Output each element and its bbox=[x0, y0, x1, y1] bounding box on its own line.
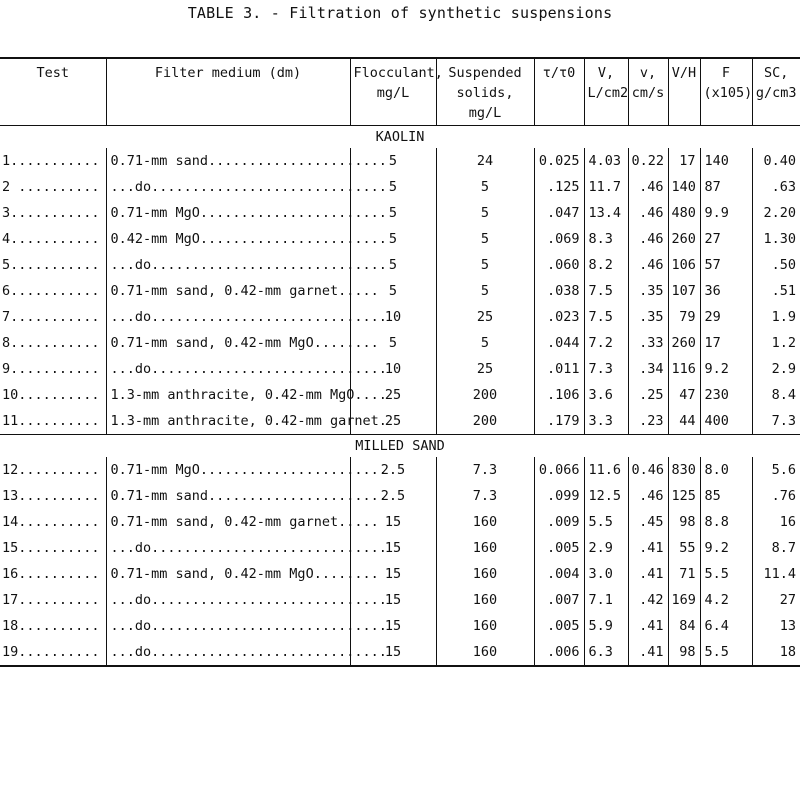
table-row bbox=[0, 148, 800, 174]
suspended-solids-cell: 7.3 bbox=[436, 457, 534, 483]
table-row bbox=[0, 304, 800, 330]
volume-cell: 8.2 bbox=[584, 252, 628, 278]
medium-cell: 0.71-mm sand...................... bbox=[106, 148, 350, 174]
volume-cell: 7.5 bbox=[584, 304, 628, 330]
vh-cell: 71 bbox=[668, 561, 700, 587]
vh-cell: 98 bbox=[668, 639, 700, 666]
volume-cell: 7.2 bbox=[584, 330, 628, 356]
suspended-solids-cell: 7.3 bbox=[436, 483, 534, 509]
col-header-velocity bbox=[628, 58, 668, 126]
tau-ratio-cell: .011 bbox=[534, 356, 584, 382]
medium-cell: 0.71-mm sand, 0.42-mm MgO........ bbox=[106, 330, 350, 356]
test-cell: 9........... bbox=[2, 361, 100, 377]
flocculant-cell: 10 bbox=[350, 356, 436, 382]
velocity-cell: .41 bbox=[628, 535, 668, 561]
tau-ratio-cell: .106 bbox=[534, 382, 584, 408]
vh-cell: 107 bbox=[668, 278, 700, 304]
sc-cell: 18 bbox=[752, 639, 800, 666]
medium-cell: 0.71-mm sand, 0.42-mm garnet..... bbox=[106, 278, 350, 304]
medium-cell: 1.3-mm anthracite, 0.42-mm garnet. bbox=[106, 408, 350, 435]
vh-cell: 169 bbox=[668, 587, 700, 613]
suspended-solids-cell: 160 bbox=[436, 639, 534, 666]
test-cell: 5........... bbox=[2, 257, 100, 273]
flocculant-cell: 25 bbox=[350, 382, 436, 408]
suspended-solids-cell: 5 bbox=[436, 174, 534, 200]
header-volume-label: V, L/cm2 bbox=[587, 65, 629, 101]
medium-cell: ...do............................. bbox=[106, 356, 350, 382]
header-vh-label: V/H bbox=[671, 65, 697, 81]
f-cell: 5.5 bbox=[700, 639, 752, 666]
volume-cell: 11.6 bbox=[584, 457, 628, 483]
f-cell: 8.0 bbox=[700, 457, 752, 483]
tau-ratio-cell: .060 bbox=[534, 252, 584, 278]
velocity-cell: .33 bbox=[628, 330, 668, 356]
f-cell: 230 bbox=[700, 382, 752, 408]
vh-cell: 116 bbox=[668, 356, 700, 382]
test-cell: 18.......... bbox=[2, 618, 100, 634]
header-tau-label: τ/τ0 bbox=[542, 65, 576, 81]
header-medium-label: Filter medium (dm) bbox=[154, 65, 302, 81]
volume-cell: 2.9 bbox=[584, 535, 628, 561]
f-cell: 85 bbox=[700, 483, 752, 509]
tau-ratio-cell: .125 bbox=[534, 174, 584, 200]
sc-cell: .63 bbox=[752, 174, 800, 200]
header-row bbox=[0, 58, 800, 126]
suspended-solids-cell: 160 bbox=[436, 587, 534, 613]
suspended-solids-cell: 5 bbox=[436, 278, 534, 304]
suspended-solids-cell: 160 bbox=[436, 535, 534, 561]
sc-cell: 1.2 bbox=[752, 330, 800, 356]
test-cell: 13.......... bbox=[2, 488, 100, 504]
medium-cell: ...do............................. bbox=[106, 639, 350, 666]
vh-cell: 55 bbox=[668, 535, 700, 561]
velocity-cell: .46 bbox=[628, 200, 668, 226]
flocculant-cell: 15 bbox=[350, 639, 436, 666]
flocculant-cell: 15 bbox=[350, 509, 436, 535]
volume-cell: 3.3 bbox=[584, 408, 628, 435]
tau-ratio-cell: .179 bbox=[534, 408, 584, 435]
vh-cell: 84 bbox=[668, 613, 700, 639]
header-velocity-label: v, cm/s bbox=[631, 65, 665, 101]
test-cell: 2 .......... bbox=[2, 179, 100, 195]
volume-cell: 7.5 bbox=[584, 278, 628, 304]
table-row bbox=[0, 639, 800, 666]
sc-cell: 7.3 bbox=[752, 408, 800, 435]
velocity-cell: .46 bbox=[628, 174, 668, 200]
medium-cell: ...do............................. bbox=[106, 535, 350, 561]
sc-cell: 16 bbox=[752, 509, 800, 535]
flocculant-cell: 15 bbox=[350, 587, 436, 613]
table-row bbox=[0, 278, 800, 304]
table-title: TABLE 3. - Filtration of synthetic suspensions bbox=[187, 4, 613, 22]
medium-cell: 0.71-mm MgO....................... bbox=[106, 200, 350, 226]
tau-ratio-cell: .005 bbox=[534, 535, 584, 561]
col-header-tau-ratio bbox=[534, 58, 584, 126]
f-cell: 29 bbox=[700, 304, 752, 330]
velocity-cell: .35 bbox=[628, 304, 668, 330]
table-row bbox=[0, 613, 800, 639]
header-test-label: Test bbox=[36, 65, 69, 81]
sc-cell: 1.9 bbox=[752, 304, 800, 330]
test-cell: 6........... bbox=[2, 283, 100, 299]
volume-cell: 5.9 bbox=[584, 613, 628, 639]
suspended-solids-cell: 160 bbox=[436, 613, 534, 639]
velocity-cell: .46 bbox=[628, 252, 668, 278]
volume-cell: 8.3 bbox=[584, 226, 628, 252]
velocity-cell: .35 bbox=[628, 278, 668, 304]
tau-ratio-cell: .006 bbox=[534, 639, 584, 666]
suspended-solids-cell: 160 bbox=[436, 561, 534, 587]
sc-cell: 11.4 bbox=[752, 561, 800, 587]
table-body bbox=[0, 126, 800, 667]
tau-ratio-cell: .007 bbox=[534, 587, 584, 613]
f-cell: 4.2 bbox=[700, 587, 752, 613]
test-cell: 17.......... bbox=[2, 592, 100, 608]
flocculant-cell: 2.5 bbox=[350, 457, 436, 483]
velocity-cell: 0.46 bbox=[628, 457, 668, 483]
medium-cell: 0.71-mm sand...................... bbox=[106, 483, 350, 509]
f-cell: 27 bbox=[700, 226, 752, 252]
velocity-cell: .41 bbox=[628, 613, 668, 639]
header-sc-label: SC, g/cm3 bbox=[755, 65, 797, 101]
velocity-cell: .46 bbox=[628, 483, 668, 509]
velocity-cell: .46 bbox=[628, 226, 668, 252]
suspended-solids-cell: 24 bbox=[436, 148, 534, 174]
test-cell: 4........... bbox=[2, 231, 100, 247]
volume-cell: 5.5 bbox=[584, 509, 628, 535]
f-cell: 9.2 bbox=[700, 356, 752, 382]
f-cell: 6.4 bbox=[700, 613, 752, 639]
suspended-solids-cell: 25 bbox=[436, 304, 534, 330]
sc-cell: 13 bbox=[752, 613, 800, 639]
col-header-sc bbox=[752, 58, 800, 126]
test-cell: 16.......... bbox=[2, 566, 100, 582]
vh-cell: 260 bbox=[668, 330, 700, 356]
header-flocculant-label: Flocculant, mg/L bbox=[353, 65, 443, 101]
flocculant-cell: 15 bbox=[350, 613, 436, 639]
vh-cell: 79 bbox=[668, 304, 700, 330]
test-cell: 3........... bbox=[2, 205, 100, 221]
medium-cell: 0.71-mm MgO....................... bbox=[106, 457, 350, 483]
tau-ratio-cell: 0.025 bbox=[534, 148, 584, 174]
velocity-cell: .41 bbox=[628, 639, 668, 666]
volume-cell: 6.3 bbox=[584, 639, 628, 666]
test-cell: 10.......... bbox=[2, 387, 100, 403]
test-cell: 19.......... bbox=[2, 644, 100, 660]
vh-cell: 830 bbox=[668, 457, 700, 483]
suspended-solids-cell: 25 bbox=[436, 356, 534, 382]
medium-cell: ...do............................. bbox=[106, 174, 350, 200]
f-cell: 5.5 bbox=[700, 561, 752, 587]
sc-cell: 2.20 bbox=[752, 200, 800, 226]
table-row bbox=[0, 356, 800, 382]
suspended-solids-cell: 200 bbox=[436, 382, 534, 408]
medium-cell: ...do............................. bbox=[106, 252, 350, 278]
table-row bbox=[0, 408, 800, 435]
table-row bbox=[0, 226, 800, 252]
vh-cell: 17 bbox=[668, 148, 700, 174]
sc-cell: 2.9 bbox=[752, 356, 800, 382]
sc-cell: 27 bbox=[752, 587, 800, 613]
flocculant-cell: 15 bbox=[350, 535, 436, 561]
suspended-solids-cell: 5 bbox=[436, 226, 534, 252]
test-cell: 14.......... bbox=[2, 514, 100, 530]
col-header-volume bbox=[584, 58, 628, 126]
tau-ratio-cell: 0.066 bbox=[534, 457, 584, 483]
f-cell: 36 bbox=[700, 278, 752, 304]
flocculant-cell: 5 bbox=[350, 226, 436, 252]
suspended-solids-cell: 5 bbox=[436, 200, 534, 226]
velocity-cell: .23 bbox=[628, 408, 668, 435]
volume-cell: 3.6 bbox=[584, 382, 628, 408]
vh-cell: 47 bbox=[668, 382, 700, 408]
volume-cell: 4.03 bbox=[584, 148, 628, 174]
sc-cell: 8.7 bbox=[752, 535, 800, 561]
volume-cell: 11.7 bbox=[584, 174, 628, 200]
sc-cell: 0.40 bbox=[752, 148, 800, 174]
table-row bbox=[0, 509, 800, 535]
flocculant-cell: 5 bbox=[350, 330, 436, 356]
f-cell: 9.2 bbox=[700, 535, 752, 561]
medium-cell: ...do............................. bbox=[106, 613, 350, 639]
vh-cell: 260 bbox=[668, 226, 700, 252]
filtration-table bbox=[0, 57, 800, 667]
medium-cell: ...do............................. bbox=[106, 304, 350, 330]
medium-cell: 0.71-mm sand, 0.42-mm garnet..... bbox=[106, 509, 350, 535]
table-row bbox=[0, 174, 800, 200]
f-cell: 400 bbox=[700, 408, 752, 435]
vh-cell: 140 bbox=[668, 174, 700, 200]
tau-ratio-cell: .004 bbox=[534, 561, 584, 587]
flocculant-cell: 2.5 bbox=[350, 483, 436, 509]
test-cell: 7........... bbox=[2, 309, 100, 325]
velocity-cell: .25 bbox=[628, 382, 668, 408]
volume-cell: 12.5 bbox=[584, 483, 628, 509]
f-cell: 9.9 bbox=[700, 200, 752, 226]
tau-ratio-cell: .099 bbox=[534, 483, 584, 509]
medium-cell: 0.42-mm MgO....................... bbox=[106, 226, 350, 252]
f-cell: 17 bbox=[700, 330, 752, 356]
col-header-test bbox=[0, 58, 106, 126]
tau-ratio-cell: .038 bbox=[534, 278, 584, 304]
col-header-suspended-solids bbox=[436, 58, 534, 126]
velocity-cell: .42 bbox=[628, 587, 668, 613]
sc-cell: 1.30 bbox=[752, 226, 800, 252]
sc-cell: .76 bbox=[752, 483, 800, 509]
sc-cell: 8.4 bbox=[752, 382, 800, 408]
suspended-solids-cell: 160 bbox=[436, 509, 534, 535]
volume-cell: 7.3 bbox=[584, 356, 628, 382]
col-header-flocculant bbox=[350, 58, 443, 126]
col-header-filter-medium bbox=[106, 58, 350, 126]
vh-cell: 44 bbox=[668, 408, 700, 435]
sc-cell: .50 bbox=[752, 252, 800, 278]
test-cell: 15.......... bbox=[2, 540, 100, 556]
sc-cell: .51 bbox=[752, 278, 800, 304]
velocity-cell: 0.22 bbox=[628, 148, 668, 174]
medium-cell: 0.71-mm sand, 0.42-mm MgO........ bbox=[106, 561, 350, 587]
volume-cell: 7.1 bbox=[584, 587, 628, 613]
flocculant-cell: 5 bbox=[350, 174, 436, 200]
vh-cell: 125 bbox=[668, 483, 700, 509]
table-row bbox=[0, 561, 800, 587]
table-row bbox=[0, 483, 800, 509]
flocculant-cell: 5 bbox=[350, 200, 436, 226]
vh-cell: 106 bbox=[668, 252, 700, 278]
table-row bbox=[0, 535, 800, 561]
tau-ratio-cell: .047 bbox=[534, 200, 584, 226]
header-ss-label: Suspended solids, mg/L bbox=[448, 65, 522, 121]
velocity-cell: .41 bbox=[628, 561, 668, 587]
suspended-solids-cell: 5 bbox=[436, 252, 534, 278]
col-header-f bbox=[700, 58, 752, 126]
section-label: MILLED SAND bbox=[355, 438, 445, 454]
test-cell: 8........... bbox=[2, 335, 100, 351]
suspended-solids-cell: 5 bbox=[436, 330, 534, 356]
col-header-vh bbox=[668, 58, 700, 126]
medium-cell: ...do............................. bbox=[106, 587, 350, 613]
velocity-cell: .34 bbox=[628, 356, 668, 382]
flocculant-cell: 15 bbox=[350, 561, 436, 587]
volume-cell: 13.4 bbox=[584, 200, 628, 226]
test-cell: 11.......... bbox=[2, 413, 100, 429]
tau-ratio-cell: .044 bbox=[534, 330, 584, 356]
volume-cell: 3.0 bbox=[584, 561, 628, 587]
flocculant-cell: 25 bbox=[350, 408, 436, 435]
flocculant-cell: 5 bbox=[350, 252, 436, 278]
medium-cell: 1.3-mm anthracite, 0.42-mm MgO.... bbox=[106, 382, 350, 408]
table-row bbox=[0, 457, 800, 483]
table-row bbox=[0, 330, 800, 356]
section-row bbox=[0, 435, 800, 458]
test-cell: 12.......... bbox=[2, 462, 100, 478]
velocity-cell: .45 bbox=[628, 509, 668, 535]
f-cell: 8.8 bbox=[700, 509, 752, 535]
test-cell: 1........... bbox=[2, 153, 100, 169]
flocculant-cell: 5 bbox=[350, 278, 436, 304]
section-row bbox=[0, 126, 800, 149]
section-label: KAOLIN bbox=[375, 129, 425, 145]
tau-ratio-cell: .009 bbox=[534, 509, 584, 535]
vh-cell: 480 bbox=[668, 200, 700, 226]
f-cell: 57 bbox=[700, 252, 752, 278]
table-row bbox=[0, 252, 800, 278]
f-cell: 140 bbox=[700, 148, 752, 174]
flocculant-cell: 10 bbox=[350, 304, 436, 330]
table-row bbox=[0, 382, 800, 408]
suspended-solids-cell: 200 bbox=[436, 408, 534, 435]
header-f-label: F (x105) bbox=[703, 65, 753, 101]
f-cell: 87 bbox=[700, 174, 752, 200]
tau-ratio-cell: .023 bbox=[534, 304, 584, 330]
sc-cell: 5.6 bbox=[752, 457, 800, 483]
table-row bbox=[0, 200, 800, 226]
tau-ratio-cell: .005 bbox=[534, 613, 584, 639]
table-row bbox=[0, 587, 800, 613]
vh-cell: 98 bbox=[668, 509, 700, 535]
tau-ratio-cell: .069 bbox=[534, 226, 584, 252]
flocculant-cell: 5 bbox=[350, 148, 436, 174]
